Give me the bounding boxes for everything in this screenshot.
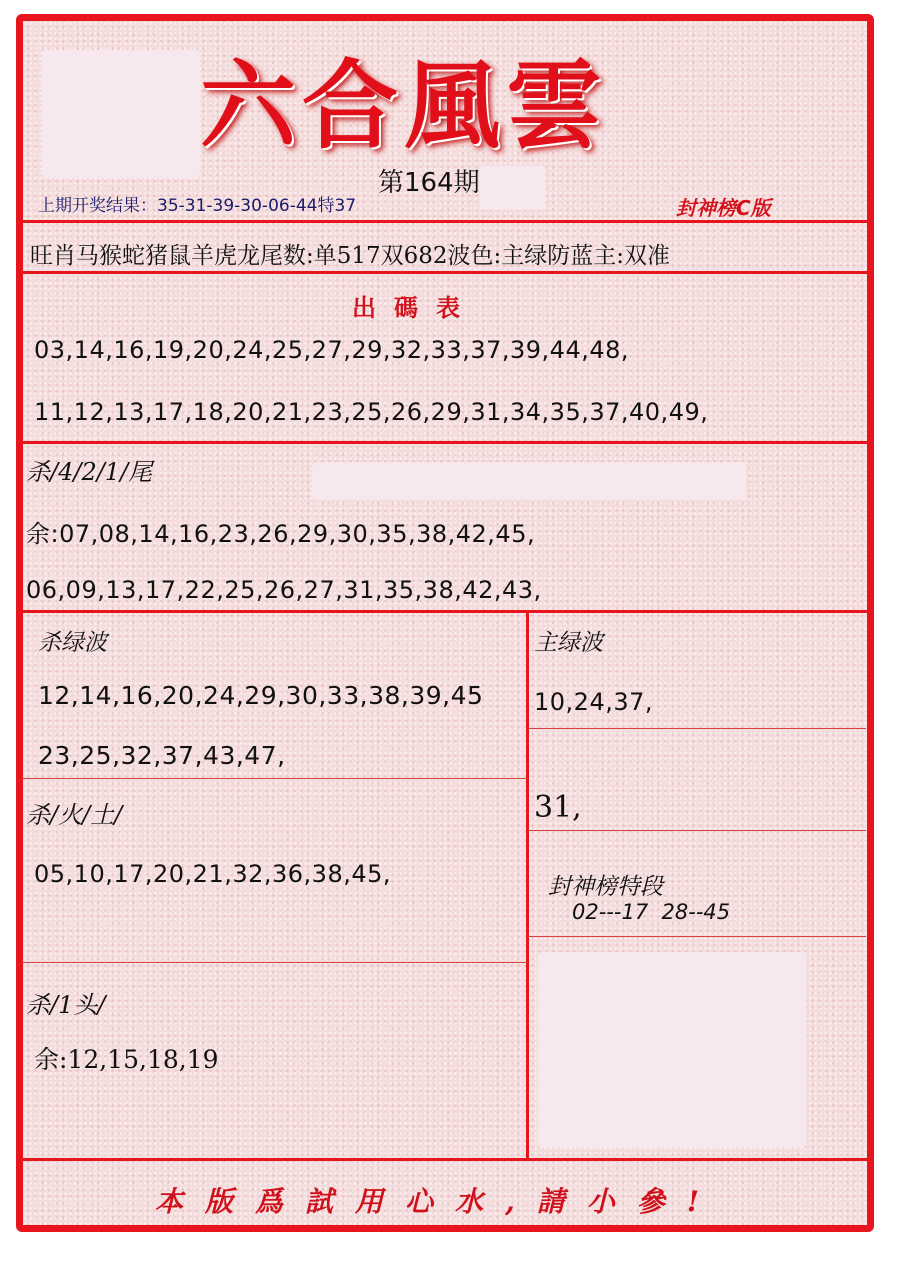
kill-green-heading: 杀绿波 [38, 630, 107, 656]
divider [20, 1158, 870, 1161]
special-range-value: 02---17 28--45 [572, 900, 731, 924]
divider [528, 936, 866, 937]
main-green-heading: 主绿波 [534, 630, 603, 656]
divider [528, 830, 866, 831]
divider [20, 610, 870, 613]
code-table-title: 出碼表 [352, 293, 478, 322]
kill-green-line-2: 23,25,32,37,43,47, [38, 741, 286, 770]
kill-element-heading: 杀/火/土/ [26, 801, 123, 829]
blurred-issue-area [480, 166, 546, 210]
code-line-1: 03,14,16,19,20,24,25,27,29,32,33,37,39,44,48, [34, 336, 630, 364]
tail-line-2: 06,09,13,17,22,25,26,27,31,35,38,42,43, [26, 576, 542, 604]
special-range-heading: 封神榜特段 [548, 874, 663, 900]
divider [20, 271, 870, 274]
tail-line-1: 余:07,08,14,16,23,26,29,30,35,38,42,45, [26, 520, 536, 548]
last-result: 上期开奖结果：35-31-39-30-06-44特37 [38, 196, 357, 216]
issue-number: 第164期 [378, 168, 480, 198]
divider [22, 778, 528, 779]
column-divider [526, 612, 529, 1160]
blurred-logo-area [42, 50, 200, 178]
single-value: 31, [534, 790, 582, 825]
kill-head-value: 余:12,15,18,19 [34, 1045, 219, 1074]
main-green-value: 10,24,37, [534, 688, 654, 716]
code-line-2: 11,12,13,17,18,20,21,23,25,26,29,31,34,35,37,40,49, [34, 398, 709, 426]
blurred-image-area [538, 952, 806, 1148]
divider [20, 441, 870, 444]
kill-element-value: 05,10,17,20,21,32,36,38,45, [34, 860, 392, 888]
zodiac-banner: 旺肖马猴蛇猪鼠羊虎龙尾数:单517双682波色:主绿防蓝主:双准 [30, 243, 671, 269]
tail-heading: 杀/4/2/1/尾 [26, 458, 153, 486]
divider [528, 728, 866, 729]
edition-label: 封神榜C版 [676, 196, 771, 220]
blurred-ad-strip [312, 462, 746, 500]
kill-green-line-1: 12,14,16,20,24,29,30,33,38,39,45 [38, 681, 484, 710]
page-title: 六合風雲 [200, 49, 608, 162]
footer-note: 本版爲試用心水,請小參! [155, 1185, 722, 1218]
divider [22, 962, 528, 963]
divider [20, 220, 870, 223]
kill-head-heading: 杀/1头/ [26, 991, 106, 1019]
